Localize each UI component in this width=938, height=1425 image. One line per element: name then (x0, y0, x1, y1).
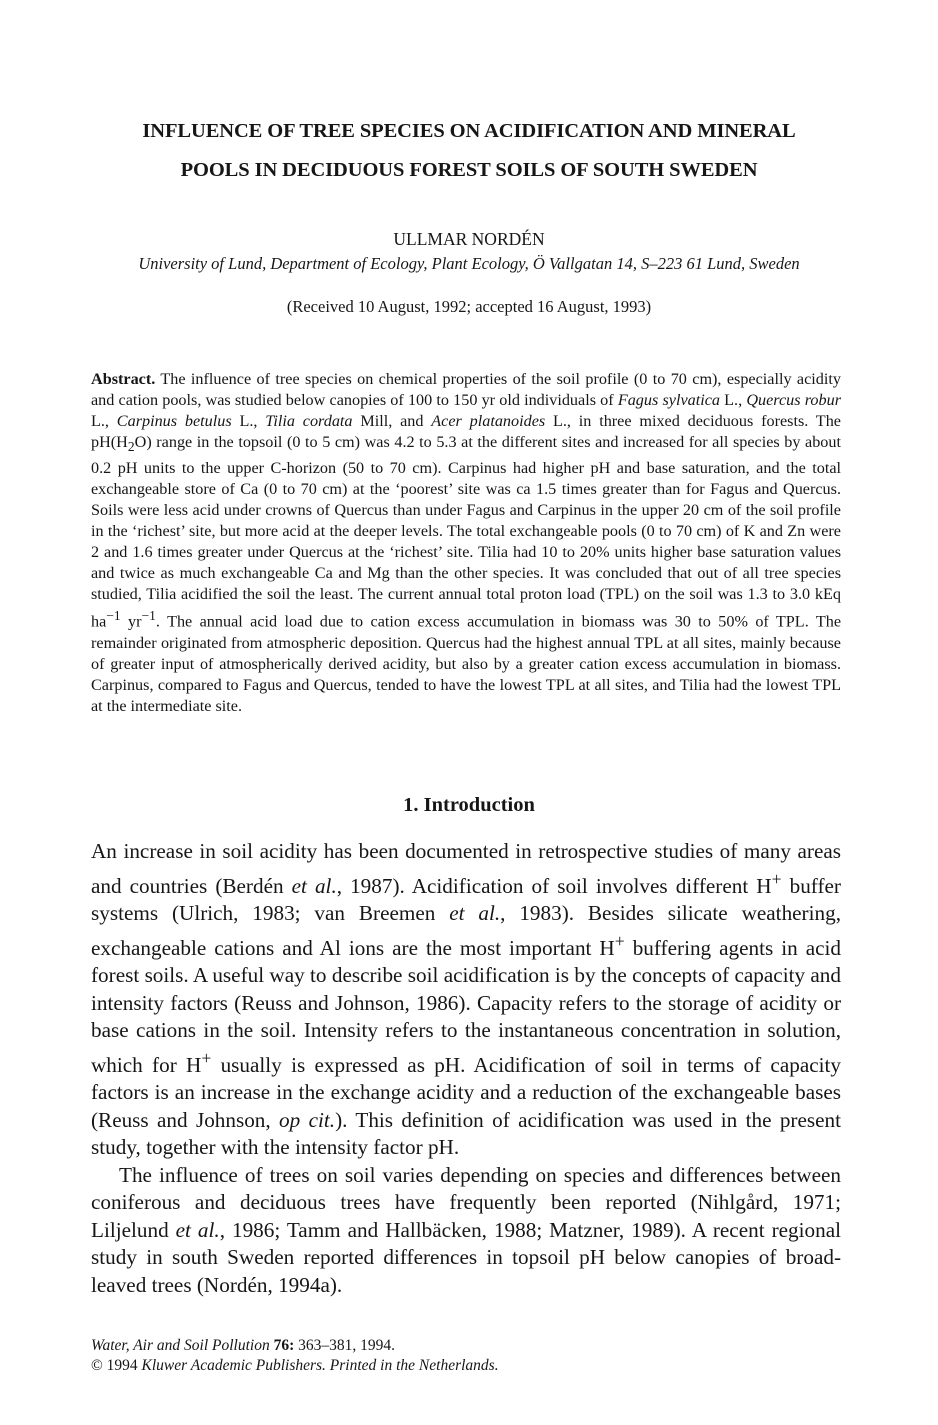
abstract-text: L., (231, 412, 266, 431)
superscript: + (614, 930, 625, 951)
body-text: buffering agents in acid forest soils. A useful way to describe soil acidification is by the concepts of capacity and intensity factors (Reuss and Johnson, 1986). Capacity refers to the storage of acidity or base cations in the soil. Intensity refers to the instantaneous concentration in solution, which for H (91, 935, 841, 1077)
abstract-text: L., in three mixed deciduous forests. The pH(H (91, 412, 841, 452)
citation-etal: et al. (291, 873, 337, 898)
abstract-text: The influence of tree species on chemical properties of the soil profile (0 to 70 cm), especially acidity and cation pools, was studied below canopies of 100 to 150 yr old individuals of (91, 370, 841, 410)
author-name: ULLMAR NORDÉN (393, 229, 545, 249)
citation-etal: et al. (175, 1217, 220, 1242)
abstract-text: L., (720, 391, 747, 410)
copyright: © 1994 (91, 1357, 142, 1374)
body-text: buffer systems (Ulrich, 1983; van Breemen (91, 873, 841, 926)
author-affiliation: University of Lund, Department of Ecology, Plant Ecology, Ö Vallgatan 14, S–223 61 Lund, Sweden (138, 254, 800, 273)
journal-pages: 363–381, 1994. (294, 1337, 395, 1354)
received-dates: (Received 10 August, 1992; accepted 16 August, 1993) (286, 297, 652, 316)
abstract-text: yr (120, 612, 142, 631)
journal-volume: 76: (273, 1337, 295, 1354)
species-tilia: Tilia cordata (265, 412, 353, 431)
species-carpinus: Carpinus betulus (116, 412, 232, 431)
paper-title (60, 112, 878, 190)
title-line-1: INFLUENCE OF TREE SPECIES ON ACIDIFICATION AND MINERAL (142, 120, 796, 142)
section-heading: 1. Introduction (403, 794, 535, 816)
section-body (91, 838, 841, 1299)
body-text: usually is expressed as pH. Acidification of soil in terms of capacity factors is an increase in the exchange acidity and a reduction of the exchangeable bases (Reuss and Johnson, (91, 1052, 841, 1132)
body-text: The influence of trees on soil varies depending on species and differences between coniferous and deciduous trees have frequently been reported (Nihlgård, 1971; Liljelund (91, 1162, 841, 1242)
copyright-line (91, 1356, 841, 1376)
body-text: ). This definition of acidification was used in the present study, together with the intensity factor pH. (91, 1107, 842, 1160)
citation-op-cit: op cit. (279, 1107, 336, 1132)
title-line-2: POOLS IN DECIDUOUS FOREST SOILS OF SOUTH SWEDEN (180, 159, 758, 181)
body-paragraph-2 (91, 1162, 841, 1300)
body-text: , 1987). Acidification of soil involves different H (336, 873, 772, 898)
abstract (91, 369, 841, 717)
abstract-text: Mill, and (352, 412, 432, 431)
superscript: −1 (106, 608, 121, 624)
species-quercus: Quercus robur (746, 391, 841, 410)
journal-citation (91, 1336, 841, 1356)
body-text: , 1986; Tamm and Hallbäcken, 1988; Matzner, 1989). A recent regional study in south Sweden reported differences in topsoil pH below canopies of broad-leaved trees (Nordén, 1994a). (91, 1217, 841, 1297)
abstract-text: L., (91, 412, 117, 431)
body-text: An increase in soil acidity has been documented in retrospective studies of many areas and countries (Berdén (91, 839, 841, 898)
superscript: + (201, 1047, 212, 1068)
journal-name: Water, Air and Soil Pollution (91, 1337, 270, 1354)
superscript: −1 (141, 608, 156, 624)
body-paragraph-1 (91, 838, 841, 1162)
species-acer: Acer platanoides (431, 412, 546, 431)
page-footer (91, 1336, 841, 1376)
abstract-text: . The annual acid load due to cation excess accumulation in biomass was 30 to 50% of TPL. The remainder originated from atmospheric deposition. Quercus had the highest annual TPL at all sites, mainly because of greater input of atmospherically derived acidity, but also by a greater cation excess accumulation in biomass. Carpinus, compared to Fagus and Quercus, tended to have the lowest TPL at all sites, and Tilia had the lowest TPL at the intermediate site. (91, 612, 842, 716)
abstract-label: Abstract. (91, 370, 156, 388)
superscript: + (771, 868, 782, 889)
body-text: , 1983). Besides silicate weathering, exchangeable cations and Al ions are the most important H (91, 901, 841, 960)
publisher: Kluwer Academic Publishers. Printed in the Netherlands. (141, 1357, 499, 1374)
subscript: 2 (127, 439, 135, 455)
citation-etal: et al. (449, 901, 501, 926)
abstract-text: O) range in the topsoil (0 to 5 cm) was 4.2 to 5.3 at the different sites and increased for all species by about 0.2 pH units to the upper C-horizon (50 to 70 cm). Carpinus had higher pH and base saturation, and the total exchangeable store of Ca (0 to 70 cm) at the ‘poorest’ site was ca 1.5 times greater than for Fagus and Quercus. Soils were less acid under crowns of Quercus than under Fagus and Carpinus in the upper 20 cm of the soil profile in the ‘richest’ site, but more acid at the deeper levels. The total exchangeable pools (0 to 70 cm) of K and Zn were 2 and 1.6 times greater under Quercus at the ‘richest’ site. Tilia had 10 to 20% units higher base saturation values and twice as much exchangeable Ca and Mg than the other species. It was concluded that out of all tree species studied, Tilia acidified the soil the least. The current annual total proton load (TPL) on the soil was 1.3 to 3.0 kEq ha (91, 433, 841, 631)
species-fagus: Fagus sylvatica (617, 391, 720, 410)
